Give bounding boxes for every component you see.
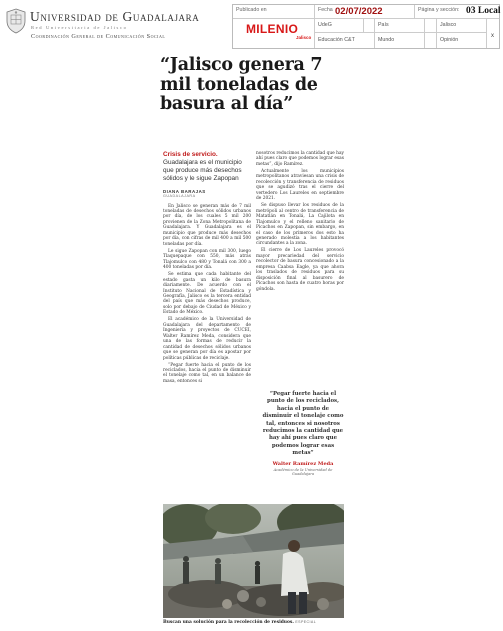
paragraph: Se dispuso llevar los residuos de la metrópoli al centro de transferencia de Matatlán en Tonalá, La Cajilota en Tlajomulco y el relleno sanitario de Picachos en Zapopan, sin embargo, en el caso de los primeros dos esto ha generado molestia a los habitantes circundantes a la zona.	[256, 203, 344, 247]
section-mundo	[375, 33, 425, 48]
pull-quote-role: Académico de la Universidad de Guadalajara	[273, 467, 333, 477]
paragraph: “Pegar fuerte hacia el punto de los reciclados, hacia el punto de disminuir el tonelaje como tal, en un balance de masa, entonces si	[163, 362, 251, 384]
section-mundo-label: Mundo	[378, 37, 395, 43]
article-column-1	[163, 151, 251, 386]
article-headline: “Jalisco genera 7 mil toneladas de basura al día”	[160, 55, 323, 114]
section-label: Página y sección:	[415, 5, 499, 19]
paragraph: El cierre de Los Laureles provocó mayor precariedad del servicio recolector de basura concesionado a la empresa Caabsa Eagle, ya que ahora los traslados de residuos para su disposición final al basurero de Picachos son hasta de cuatro horas por góndola.	[256, 248, 344, 292]
publication-logo: MILENIO	[246, 22, 299, 36]
university-name: Universidad de Guadalajara	[30, 9, 200, 24]
paragraph: Se estima que cada habitante del estado gasta un kilo de basura diariamente. De acuerdo con el Instituto Nacional de Estadística y Geografía, Jalisco es la tercera entidad del país que más desechos produce, solo por debajo de Ciudad de México y Estado de México.	[163, 272, 251, 316]
paragraph: El académico de la Universidad de Guadalajara del departamento de Ingeniería y proyectos de CUCEI, Walter Ramírez Meda, considera que una de las formas de reducir la cantidad de desechos sólidos urbanos que se generan por día es apostar por políticas públicas de reciclaje.	[163, 317, 251, 361]
section-opinion	[437, 33, 487, 48]
article-byline: DIANA BARAJAS	[163, 188, 206, 194]
photo-caption	[163, 620, 363, 625]
section-udeg-label: UdeG	[318, 22, 332, 28]
paragraph: nosotros reducimos la cantidad que hay ahí pues claro que podemos lograr esas metas”, dijo Ramírez.	[256, 151, 344, 167]
date-label: Fecha	[315, 5, 415, 19]
section-jalisco-label: Jalisco	[440, 22, 457, 28]
section-pais	[375, 19, 425, 33]
section-opinion-label: Opinión	[440, 37, 459, 43]
section-udeg-box	[363, 19, 375, 33]
section-pais-box	[425, 19, 437, 33]
date-value: 02/07/2022	[335, 6, 383, 17]
article-kicker: Crisis de servicio.	[163, 151, 218, 158]
article-photo	[163, 504, 344, 618]
university-crest-icon	[5, 8, 27, 34]
paragraph: Le sigue Zapopan con mil 300, luego Tlaquepaque con 550, más atrás Tlajomulco con 480 y Tonalá con 300 a 400 toneladas por día.	[163, 248, 251, 271]
coordination-name: Coordinación General de Comunicación Social	[31, 33, 166, 40]
article-dateline: GUADALAJARA	[163, 194, 196, 199]
publication-logo-sub: Jalisco	[296, 35, 312, 40]
pull-quote-author: Walter Ramírez Meda	[272, 460, 334, 467]
section-value: 03 Local	[466, 6, 501, 16]
university-network: Red Universitaria de Jalisco	[31, 25, 128, 30]
article-column-2	[256, 151, 344, 294]
published-in-label: Publicado en	[233, 5, 315, 19]
paragraph: Actualmente los municipios metropolitanos atraviesan una crisis de recolección y transferencia de residuos que se agudizó tras el cierre del vertedero Los Laureles en septiembre de 2021.	[256, 168, 344, 202]
section-marker: x	[491, 33, 494, 39]
pull-quote	[262, 391, 344, 477]
paragraph: En Jalisco se generan más de 7 mil toneladas de desechos sólidos urbanos por día, de los cuales 5 mil 200 provienen de la Zona Metropolitana de Guadalajara. Y Guadalajara es el municipio que produce más desechos por día, con cifras de mil 400 a mil 500 toneladas por día.	[163, 203, 251, 247]
section-educacion	[315, 33, 375, 48]
section-pais-label: País	[378, 22, 389, 28]
photo-caption-text: Buscan una solución para la recolección de residuos.	[163, 620, 294, 625]
article-deck: Guadalajara es el municipio que produce más desechos sólidos y le sigue Zapopan	[163, 159, 242, 183]
photo-credit: ESPECIAL	[295, 620, 317, 624]
section-jalisco	[437, 19, 487, 33]
section-mundo-box	[425, 33, 437, 48]
pull-quote-text: “Pegar fuerte hacia el punto de los reciclados, hacia el punto de disminuir el tonelaje como tal, entonces si nosotros reducimos la cantidad que hay ahí pues claro que podemos lograr esas metas”	[262, 391, 344, 457]
photo-illustration	[163, 504, 344, 618]
section-educacion-label: Educación C&T	[318, 37, 355, 43]
